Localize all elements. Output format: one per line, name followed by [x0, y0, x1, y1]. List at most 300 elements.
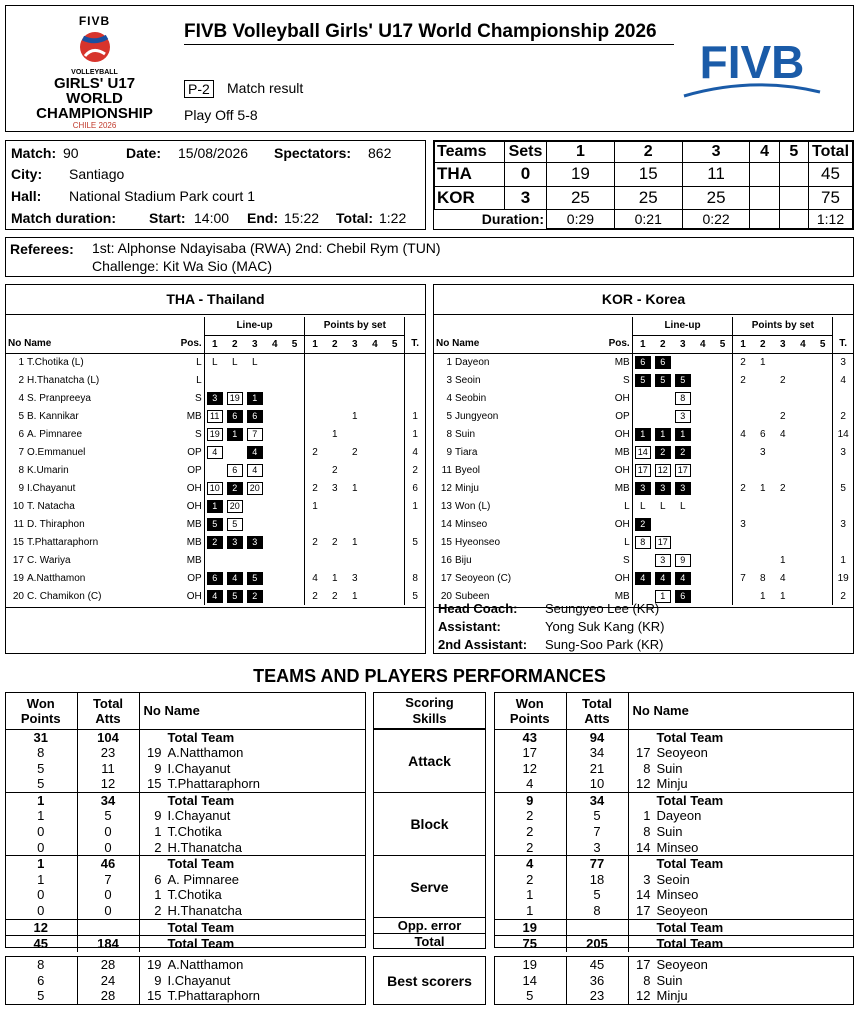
- player-position: OH: [186, 482, 202, 494]
- player-lineup-cell: [713, 569, 733, 587]
- player-name: H.Thanatcha: [167, 903, 242, 919]
- player-name: Jungyeon: [455, 410, 499, 422]
- score-tha-set1: 19: [547, 163, 615, 186]
- won-points: 1: [494, 887, 566, 903]
- player-name: Suin: [455, 428, 476, 440]
- player-lineup-cell: [632, 443, 653, 461]
- player-no-name: [6, 407, 176, 425]
- player-set-points: 3: [733, 515, 753, 533]
- lineup-position-box: 3: [247, 536, 263, 549]
- lineup-position-box: 2: [227, 482, 243, 495]
- lineup-position-box: 2: [635, 518, 651, 531]
- roster-header-pos: Pos.: [180, 338, 202, 350]
- player-row: [434, 443, 853, 461]
- player-set-points: [385, 479, 405, 497]
- player-lineup-cell: [693, 515, 713, 533]
- won-points: 5: [5, 988, 77, 1004]
- player-total-points: 8: [405, 569, 425, 587]
- player-set-points: 4: [780, 428, 786, 440]
- player-set-points: [793, 425, 813, 443]
- player-perf-row: [494, 745, 854, 761]
- player-set-points: [733, 407, 753, 425]
- player-set-points: 1: [332, 572, 338, 584]
- player-number: 9: [154, 760, 162, 776]
- player-total-points: 14: [833, 425, 853, 443]
- player-set-points: [793, 497, 813, 515]
- player-name: O.Emmanuel: [27, 446, 86, 458]
- player-set-points: 4: [305, 569, 325, 587]
- player-lineup-cell: [632, 479, 653, 497]
- match-date: 15/08/2026: [178, 145, 249, 161]
- player-total-points: [833, 389, 853, 407]
- lineup-position-box: 2: [207, 536, 223, 549]
- player-lineup-cell: [225, 569, 245, 587]
- won-points: 0: [5, 887, 77, 903]
- player-no-name: [139, 957, 366, 973]
- player-name: Total Team: [656, 856, 724, 872]
- player-lineup-cell: [285, 353, 305, 371]
- player-total-points: 2: [405, 461, 425, 479]
- score-sets-tha: 0: [505, 163, 547, 186]
- player-lineup-cell: [653, 533, 673, 551]
- player-number: 17: [440, 572, 452, 584]
- lineup-position-box: 5: [227, 590, 243, 603]
- player-number: 9: [154, 808, 162, 824]
- player-no-name: [6, 515, 176, 533]
- player-name: Seoyeon: [656, 957, 708, 972]
- player-lineup-cell: [245, 569, 265, 587]
- player-total-points: [405, 353, 425, 371]
- player-perf-row: [5, 776, 366, 792]
- player-set-points: [365, 587, 385, 605]
- player-number: 8: [446, 428, 452, 440]
- player-lineup-cell: [245, 497, 265, 515]
- player-set-points: 3: [760, 446, 766, 458]
- player-name: I.Chayanut: [167, 972, 231, 988]
- player-perf-row: [5, 872, 366, 888]
- player-no-name: [628, 887, 854, 903]
- player-lineup-cell: [285, 371, 305, 389]
- lineup-position-box: 1: [207, 500, 223, 513]
- player-lineup-cell: [265, 425, 285, 443]
- won-points: 8: [5, 957, 77, 973]
- lineup-position-box: 19: [227, 392, 243, 405]
- player-perf-row: [5, 988, 366, 1004]
- lineup-position-box: 1: [655, 428, 671, 441]
- player-lineup-cell: [265, 533, 285, 551]
- roster-header-lineup-set: 5: [291, 338, 298, 350]
- player-no-name: [628, 761, 854, 777]
- info-row-city: [11, 163, 125, 185]
- logo-volleyball-text: VOLLEYBALL: [71, 69, 118, 76]
- player-set-points: [793, 389, 813, 407]
- player-no-name: [139, 729, 366, 745]
- player-position: OP: [187, 446, 202, 458]
- player-lineup-cell: [245, 533, 265, 551]
- lineup-position-box: 9: [675, 554, 691, 567]
- score-tha-set3: 11: [682, 163, 750, 186]
- duration-set5: [779, 210, 808, 229]
- player-lineup-cell: [285, 389, 305, 407]
- total-atts: 46: [77, 856, 139, 872]
- player-name: T.Chotika: [167, 824, 222, 840]
- player-set-points: [325, 443, 345, 461]
- won-points: 1: [5, 872, 77, 888]
- player-lineup-cell: [225, 551, 245, 569]
- player-lineup-cell: [265, 353, 285, 371]
- player-number: 8: [643, 760, 651, 776]
- player-set-points: 1: [760, 590, 766, 602]
- total-atts: 10: [566, 776, 628, 792]
- player-lineup-cell: [265, 569, 285, 587]
- score-tha-set2: 15: [614, 163, 682, 186]
- player-lineup-cell: [673, 569, 693, 587]
- roster-header-points-set: 4: [800, 338, 806, 350]
- player-set-points: 2: [733, 353, 753, 371]
- player-perf-row: [5, 903, 366, 919]
- duration-set3: 0:22: [682, 210, 750, 229]
- player-name: A.Natthamon: [27, 572, 86, 584]
- won-points: 5: [494, 988, 566, 1004]
- won-points: 8: [5, 745, 77, 761]
- player-number: 15: [147, 776, 162, 792]
- info-row-hall: [11, 185, 423, 207]
- player-set-points: [793, 533, 813, 551]
- player-number: 8: [643, 824, 651, 840]
- player-lineup-cell: [653, 443, 673, 461]
- player-name: C. Chamikon (C): [27, 590, 102, 602]
- won-points: 75: [494, 936, 566, 952]
- player-lineup-cell: [632, 551, 653, 569]
- player-set-points: [345, 425, 365, 443]
- player-set-points: 2: [332, 464, 338, 476]
- player-set-points: [345, 371, 365, 389]
- referees-line2: Challenge: Kit Wa Sio (MAC): [92, 258, 272, 274]
- lineup-position-box: 4: [655, 572, 671, 585]
- player-name: T.Chotika: [167, 887, 222, 903]
- total-atts: 0: [77, 903, 139, 919]
- player-set-points: [305, 551, 325, 569]
- start-label: Start:: [149, 210, 186, 226]
- roster-header-points-set: 3: [780, 338, 786, 350]
- player-perf-row: [5, 840, 366, 856]
- player-set-points: 2: [780, 482, 786, 494]
- player-lineup-cell: [673, 515, 693, 533]
- player-lineup-cell: [673, 533, 693, 551]
- lineup-position-box: 4: [227, 572, 243, 585]
- player-set-points: [345, 551, 365, 569]
- player-name: I.Chayanut: [167, 808, 231, 824]
- player-lineup-cell: [653, 425, 673, 443]
- date-label: Date:: [126, 145, 162, 161]
- player-perf-row: [494, 840, 854, 856]
- player-total-points: 5: [833, 479, 853, 497]
- player-set-points: [385, 515, 405, 533]
- player-name: Total Team: [656, 729, 724, 745]
- player-lineup-cell: [653, 389, 673, 407]
- roster-tha: [5, 284, 426, 654]
- player-no-name: [628, 792, 854, 808]
- player-no-name: [139, 840, 366, 856]
- player-perf-row: [5, 973, 366, 989]
- won-points: 2: [494, 872, 566, 888]
- team-total-row: [5, 919, 366, 936]
- score-kor-total: 75: [809, 186, 853, 209]
- player-name: K.Umarin: [27, 464, 69, 476]
- player-total-points: 4: [405, 443, 425, 461]
- player-set-points: 2: [305, 479, 325, 497]
- player-perf-row: [5, 808, 366, 824]
- player-total-points: [405, 551, 425, 569]
- player-set-points: [345, 389, 365, 407]
- player-set-points: [385, 569, 405, 587]
- player-set-points: [365, 443, 385, 461]
- won-points: 6: [5, 973, 77, 989]
- player-number: 11: [441, 464, 452, 476]
- best-right-table: [494, 957, 854, 1004]
- player-number: 12: [636, 776, 651, 792]
- player-lineup-cell: [632, 533, 653, 551]
- info-row-match: [11, 142, 423, 164]
- player-row: [6, 461, 425, 479]
- duration-label: Match duration:: [11, 210, 116, 226]
- player-number: 7: [18, 446, 24, 458]
- player-set-points: [813, 389, 833, 407]
- score-header-sets: Sets: [505, 142, 547, 163]
- player-no-name: [628, 729, 854, 745]
- player-lineup-cell: [204, 479, 225, 497]
- player-no-name: [434, 353, 604, 371]
- won-points: 1: [5, 856, 77, 872]
- player-lineup-cell: [693, 479, 713, 497]
- player-number: 1: [643, 808, 651, 824]
- won-points: 1: [5, 792, 77, 808]
- referees-line1: 1st: Alphonse Ndayisaba (RWA) 2nd: Chebil Rym (TUN): [92, 240, 441, 256]
- skill-header: Scoring Skills: [405, 695, 454, 726]
- player-lineup-cell: [265, 443, 285, 461]
- player-lineup-cell: [673, 425, 693, 443]
- player-name: T. Natacha: [27, 500, 75, 512]
- player-name: Seobin: [455, 392, 487, 404]
- player-set-points: [365, 551, 385, 569]
- won-points: 4: [494, 776, 566, 792]
- roster-title-kor: KOR - Korea: [434, 285, 853, 315]
- player-no-name: [628, 840, 854, 856]
- perf-left-table: [5, 693, 366, 952]
- roster-header-points-set: 3: [352, 338, 358, 350]
- player-name: Subeen: [455, 590, 490, 602]
- player-number: 8: [18, 464, 24, 476]
- player-lineup-cell: [245, 551, 265, 569]
- player-no-name: [139, 988, 366, 1004]
- lineup-position-box: 20: [227, 500, 243, 513]
- player-set-points: [305, 353, 325, 371]
- coach-head: [438, 600, 659, 617]
- player-lineup-cell: [632, 353, 653, 371]
- player-lineup-cell: [653, 569, 673, 587]
- player-set-points: 2: [332, 590, 338, 602]
- lineup-position-box: 4: [635, 572, 651, 585]
- lineup-position-box: 3: [227, 536, 243, 549]
- player-name: I.Chayanut: [167, 760, 231, 776]
- player-lineup-cell: [653, 497, 673, 515]
- player-number: 8: [643, 972, 651, 988]
- player-total-points: 3: [833, 515, 853, 533]
- referees-box: [5, 237, 854, 277]
- lineup-position-box: 14: [635, 446, 651, 459]
- lineup-position-box: 6: [655, 356, 671, 369]
- total-atts: 5: [566, 808, 628, 824]
- player-no-name: [434, 551, 604, 569]
- total-atts: 11: [77, 761, 139, 777]
- player-lineup-cell: [285, 479, 305, 497]
- player-no-name: [6, 479, 176, 497]
- player-set-points: [385, 497, 405, 515]
- player-lineup-cell: [204, 407, 225, 425]
- player-number: 14: [636, 839, 651, 855]
- player-lineup-cell: [653, 371, 673, 389]
- player-number: 3: [446, 374, 452, 386]
- player-number: 3: [643, 871, 651, 887]
- player-number: 1: [446, 356, 452, 368]
- player-lineup-cell: [673, 587, 693, 605]
- skill-header-box: [373, 692, 486, 729]
- player-lineup-cell: [245, 389, 265, 407]
- player-lineup-cell: [713, 479, 733, 497]
- player-row: [434, 353, 853, 371]
- player-set-points: [813, 407, 833, 425]
- player-set-points: [753, 407, 773, 425]
- player-set-points: [773, 533, 793, 551]
- player-set-points: [773, 353, 793, 371]
- score-tha-total: 45: [809, 163, 853, 186]
- player-perf-row: [5, 824, 366, 840]
- player-set-points: [385, 425, 405, 443]
- player-number: 11: [13, 518, 24, 530]
- player-lineup-cell: [693, 533, 713, 551]
- player-lineup-cell: [245, 443, 265, 461]
- score-kor-set1: 25: [547, 186, 615, 209]
- player-lineup-cell: [632, 389, 653, 407]
- player-lineup-cell: [713, 425, 733, 443]
- player-row: [6, 479, 425, 497]
- roster-header-lineup-set: 3: [679, 338, 686, 350]
- player-lineup-cell: [265, 479, 285, 497]
- coach-assistant-label: Assistant:: [438, 619, 501, 634]
- player-no-name: [6, 569, 176, 587]
- total-atts: 0: [77, 840, 139, 856]
- player-name: I.Chayanut: [27, 482, 76, 494]
- player-no-name: [139, 792, 366, 808]
- player-set-points: [773, 515, 793, 533]
- lineup-position-box: 7: [247, 428, 263, 441]
- roster-header-total: T.: [405, 335, 425, 353]
- player-set-points: [365, 533, 385, 551]
- player-set-points: [813, 443, 833, 461]
- player-set-points: [793, 353, 813, 371]
- player-no-name: [6, 551, 176, 569]
- won-points: 0: [5, 840, 77, 856]
- player-total-points: 1: [405, 407, 425, 425]
- player-lineup-cell: [285, 461, 305, 479]
- player-lineup-cell: [245, 353, 265, 371]
- player-row: [6, 443, 425, 461]
- player-no-name: [628, 988, 854, 1004]
- total-atts: 34: [566, 792, 628, 808]
- player-perf-row: [5, 761, 366, 777]
- player-position: L: [624, 500, 630, 512]
- total-atts: [566, 919, 628, 936]
- player-number: 16: [440, 554, 452, 566]
- player-set-points: [365, 497, 385, 515]
- player-lineup-cell: [693, 371, 713, 389]
- player-set-points: [813, 371, 833, 389]
- player-name: Minseo: [656, 887, 699, 903]
- player-name: Hyeonseo: [455, 536, 501, 548]
- player-row: [6, 425, 425, 443]
- player-set-points: [793, 407, 813, 425]
- player-row: [6, 353, 425, 371]
- total-atts: 184: [77, 936, 139, 952]
- score-header-total: Total: [809, 142, 853, 163]
- player-set-points: [793, 371, 813, 389]
- player-position: L: [624, 536, 630, 548]
- player-perf-row: [494, 988, 854, 1004]
- player-set-points: [753, 551, 773, 569]
- player-name: Minju: [455, 482, 479, 494]
- player-set-points: [813, 353, 833, 371]
- duration-set4: [750, 210, 779, 229]
- player-lineup-cell: [245, 407, 265, 425]
- score-team-kor: KOR: [435, 186, 505, 209]
- player-number: 15: [12, 536, 24, 548]
- player-total-points: 1: [833, 551, 853, 569]
- player-position: OH: [614, 572, 630, 584]
- player-number: 5: [446, 410, 452, 422]
- player-set-points: [733, 389, 753, 407]
- player-lineup-cell: [204, 389, 225, 407]
- player-set-points: [813, 479, 833, 497]
- lineup-position-box: 5: [635, 374, 651, 387]
- player-position: MB: [614, 482, 630, 494]
- match-info-box: [5, 140, 426, 230]
- player-position: S: [623, 374, 630, 386]
- team-total-row: [5, 856, 366, 872]
- player-no-name: [434, 443, 604, 461]
- player-no-name: [628, 808, 854, 824]
- total-atts: 45: [566, 957, 628, 973]
- player-name: S. Pranpreeya: [27, 392, 91, 404]
- won-points: 19: [494, 957, 566, 973]
- roster-header-lineup-set: 5: [719, 338, 726, 350]
- player-set-points: [753, 461, 773, 479]
- match-number: 90: [63, 145, 79, 161]
- team-total-row: [5, 936, 366, 952]
- lineup-position-box: 2: [247, 590, 263, 603]
- roster-header-blank2: [405, 317, 425, 335]
- won-points: 2: [494, 824, 566, 840]
- player-no-name: [139, 903, 366, 919]
- start-time: 14:00: [194, 210, 230, 226]
- player-name: A. Pimnaree: [27, 428, 83, 440]
- player-name: T.Phattaraphorn: [167, 988, 261, 1004]
- player-name: Byeol: [455, 464, 481, 476]
- player-lineup-cell: [204, 533, 225, 551]
- lineup-position-box: 8: [675, 392, 691, 405]
- lineup-position-box: 6: [207, 572, 223, 585]
- total-atts: 24: [77, 973, 139, 989]
- won-points: 12: [494, 761, 566, 777]
